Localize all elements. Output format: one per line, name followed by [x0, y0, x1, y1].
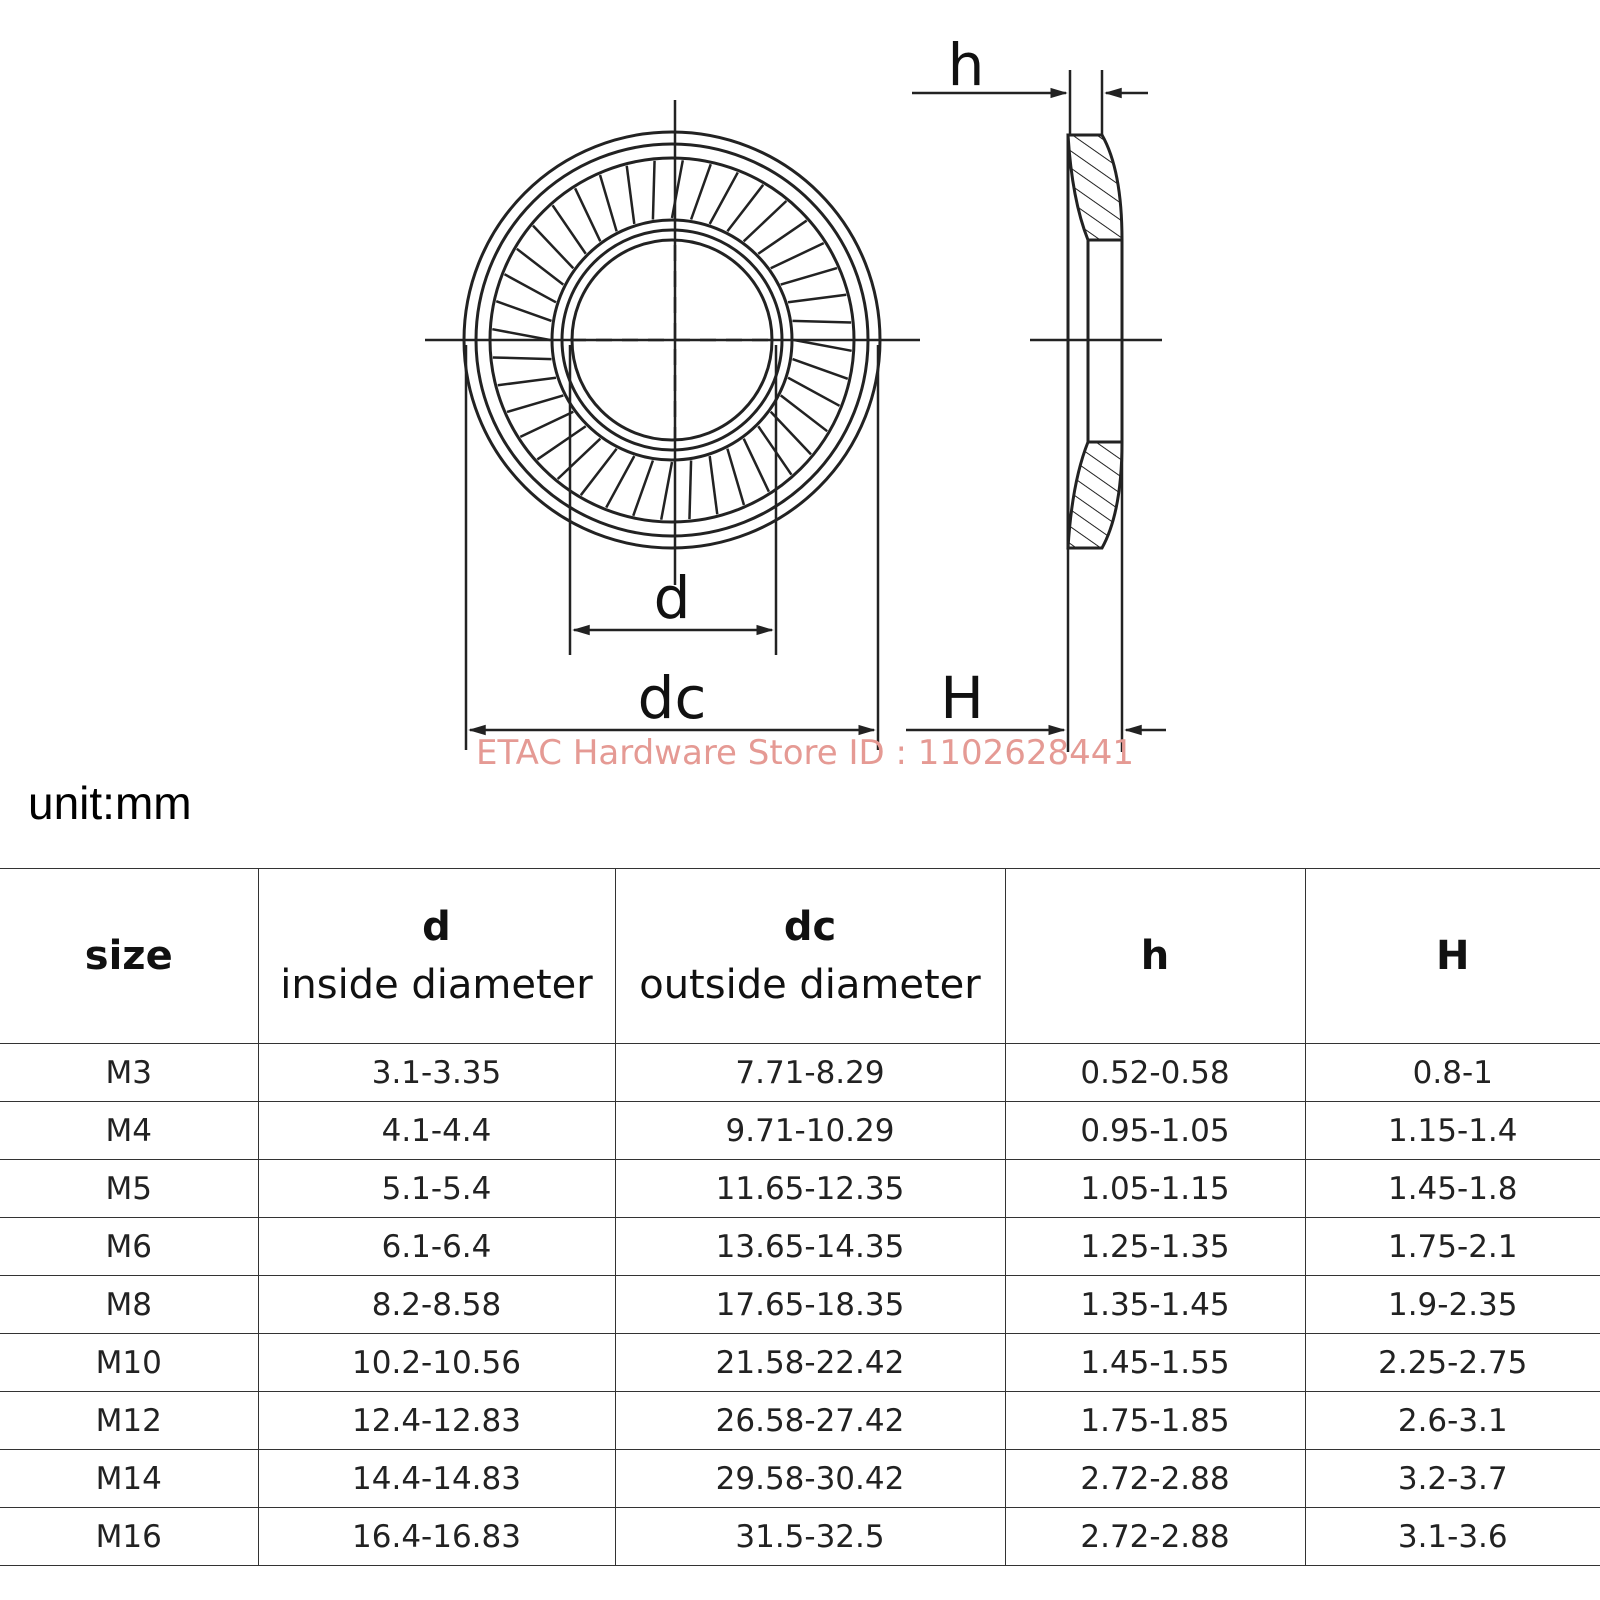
serration-tooth [710, 172, 738, 224]
table-row [0, 1218, 1600, 1276]
header-H [1305, 869, 1600, 1044]
cell-H: 2.25-2.75 [1305, 1334, 1600, 1392]
serration-tooth [771, 243, 824, 268]
serration-tooth [517, 249, 563, 285]
cell-H: 3.2-3.7 [1305, 1450, 1600, 1508]
serration-tooth [672, 160, 683, 218]
serration-tooth [689, 460, 691, 519]
cell-d: 5.1-5.4 [258, 1160, 615, 1218]
serration-tooth [498, 378, 556, 386]
serration-tooth [727, 185, 763, 231]
cell-h: 1.45-1.55 [1005, 1334, 1305, 1392]
cell-dc: 17.65-18.35 [615, 1276, 1005, 1334]
unit-label: unit:mm [28, 777, 192, 829]
cell-H: 1.9-2.35 [1305, 1276, 1600, 1334]
cell-h: 2.72-2.88 [1005, 1450, 1305, 1508]
serration-tooth [627, 166, 635, 224]
cell-d: 8.2-8.58 [258, 1276, 615, 1334]
serration-tooth [537, 426, 585, 459]
serration-tooth [727, 449, 744, 505]
table-row [0, 1392, 1600, 1450]
cell-dc: 21.58-22.42 [615, 1334, 1005, 1392]
cell-dc: 13.65-14.35 [615, 1218, 1005, 1276]
cell-size: M12 [0, 1392, 258, 1450]
serration-tooth [633, 460, 653, 515]
cell-dc: 9.71-10.29 [615, 1102, 1005, 1160]
serration-tooth [492, 329, 550, 340]
header-d-symbol: d [422, 904, 451, 950]
serration-tooth [606, 456, 634, 508]
header-dc-symbol: dc [783, 904, 837, 950]
table-row [0, 1102, 1600, 1160]
cell-h: 2.72-2.88 [1005, 1508, 1305, 1566]
cell-d: 16.4-16.83 [258, 1508, 615, 1566]
header-size-label: size [84, 933, 173, 979]
header-H-symbol: H [1436, 933, 1470, 979]
side-lower-section [1068, 442, 1122, 548]
header-h [1005, 869, 1305, 1044]
serration-tooth [600, 175, 617, 231]
serration-tooth [788, 295, 846, 303]
watermark-text: ETAC Hardware Store ID : 1102628441 [476, 733, 1135, 773]
cell-size: M8 [0, 1276, 258, 1334]
cell-size: M14 [0, 1450, 258, 1508]
table-header-row [0, 869, 1600, 1044]
cell-dc: 26.58-27.42 [615, 1392, 1005, 1450]
cell-d: 3.1-3.35 [258, 1044, 615, 1102]
cell-size: M5 [0, 1160, 258, 1218]
cell-size: M10 [0, 1334, 258, 1392]
serration-tooth [744, 439, 769, 492]
table-body [0, 1044, 1600, 1566]
cell-h: 1.75-1.85 [1005, 1392, 1305, 1450]
serration-tooth [661, 462, 672, 520]
cell-h: 0.95-1.05 [1005, 1102, 1305, 1160]
table-row [0, 1044, 1600, 1102]
cell-d: 10.2-10.56 [258, 1334, 615, 1392]
serration-tooth [794, 340, 852, 351]
cell-H: 3.1-3.6 [1305, 1508, 1600, 1566]
cell-d: 4.1-4.4 [258, 1102, 615, 1160]
cell-H: 1.45-1.8 [1305, 1160, 1600, 1218]
serration-tooth [558, 439, 601, 479]
h-label: h [947, 31, 985, 99]
cell-dc: 11.65-12.35 [615, 1160, 1005, 1218]
cell-dc: 31.5-32.5 [615, 1508, 1005, 1566]
header-h-symbol: h [1140, 933, 1170, 979]
cell-d: 14.4-14.83 [258, 1450, 615, 1508]
cell-h: 1.35-1.45 [1005, 1276, 1305, 1334]
washer-spec-table [0, 868, 1600, 1566]
cell-h: 1.25-1.35 [1005, 1218, 1305, 1276]
dc-label: dc [637, 664, 707, 732]
table-row [0, 1508, 1600, 1566]
serration-tooth [493, 357, 552, 359]
cell-size: M16 [0, 1508, 258, 1566]
cell-size: M3 [0, 1044, 258, 1102]
serration-tooth [781, 268, 837, 285]
serration-tooth [533, 226, 573, 269]
cell-H: 1.75-2.1 [1305, 1218, 1600, 1276]
washer-side-view [1030, 135, 1162, 548]
header-d-description: inside diameter [280, 962, 593, 1008]
cell-h: 0.52-0.58 [1005, 1044, 1305, 1102]
table-row [0, 1334, 1600, 1392]
cell-dc: 29.58-30.42 [615, 1450, 1005, 1508]
serration-tooth [744, 201, 787, 241]
header-d [258, 869, 615, 1044]
table-row [0, 1450, 1600, 1508]
cell-d: 6.1-6.4 [258, 1218, 615, 1276]
serration-tooth [520, 412, 573, 437]
cell-H: 1.15-1.4 [1305, 1102, 1600, 1160]
header-size [0, 869, 258, 1044]
serration-tooth [581, 449, 617, 495]
serration-tooth [788, 378, 840, 406]
cell-size: M4 [0, 1102, 258, 1160]
serration-tooth [575, 188, 600, 241]
washer-front-view [425, 100, 920, 585]
serration-tooth [781, 395, 827, 431]
header-dc-description: outside diameter [639, 962, 981, 1008]
serration-tooth [691, 164, 711, 219]
header-dc [615, 869, 1005, 1044]
serration-tooth [507, 395, 563, 412]
side-upper-section [1068, 135, 1122, 240]
cell-h: 1.05-1.15 [1005, 1160, 1305, 1218]
serration-tooth [710, 456, 718, 514]
serration-tooth [496, 301, 551, 321]
serration-tooth [758, 221, 806, 254]
cell-dc: 7.71-8.29 [615, 1044, 1005, 1102]
table-row [0, 1160, 1600, 1218]
serration-tooth [553, 205, 586, 253]
cell-d: 12.4-12.83 [258, 1392, 615, 1450]
serration-tooth [792, 359, 847, 379]
serration-tooth [504, 274, 556, 302]
table-row [0, 1276, 1600, 1334]
H-label: H [940, 664, 984, 732]
cell-H: 0.8-1 [1305, 1044, 1600, 1102]
d-label: d [653, 564, 691, 632]
serration-tooth [653, 161, 655, 220]
serration-tooth [792, 321, 851, 323]
cell-H: 2.6-3.1 [1305, 1392, 1600, 1450]
cell-size: M6 [0, 1218, 258, 1276]
